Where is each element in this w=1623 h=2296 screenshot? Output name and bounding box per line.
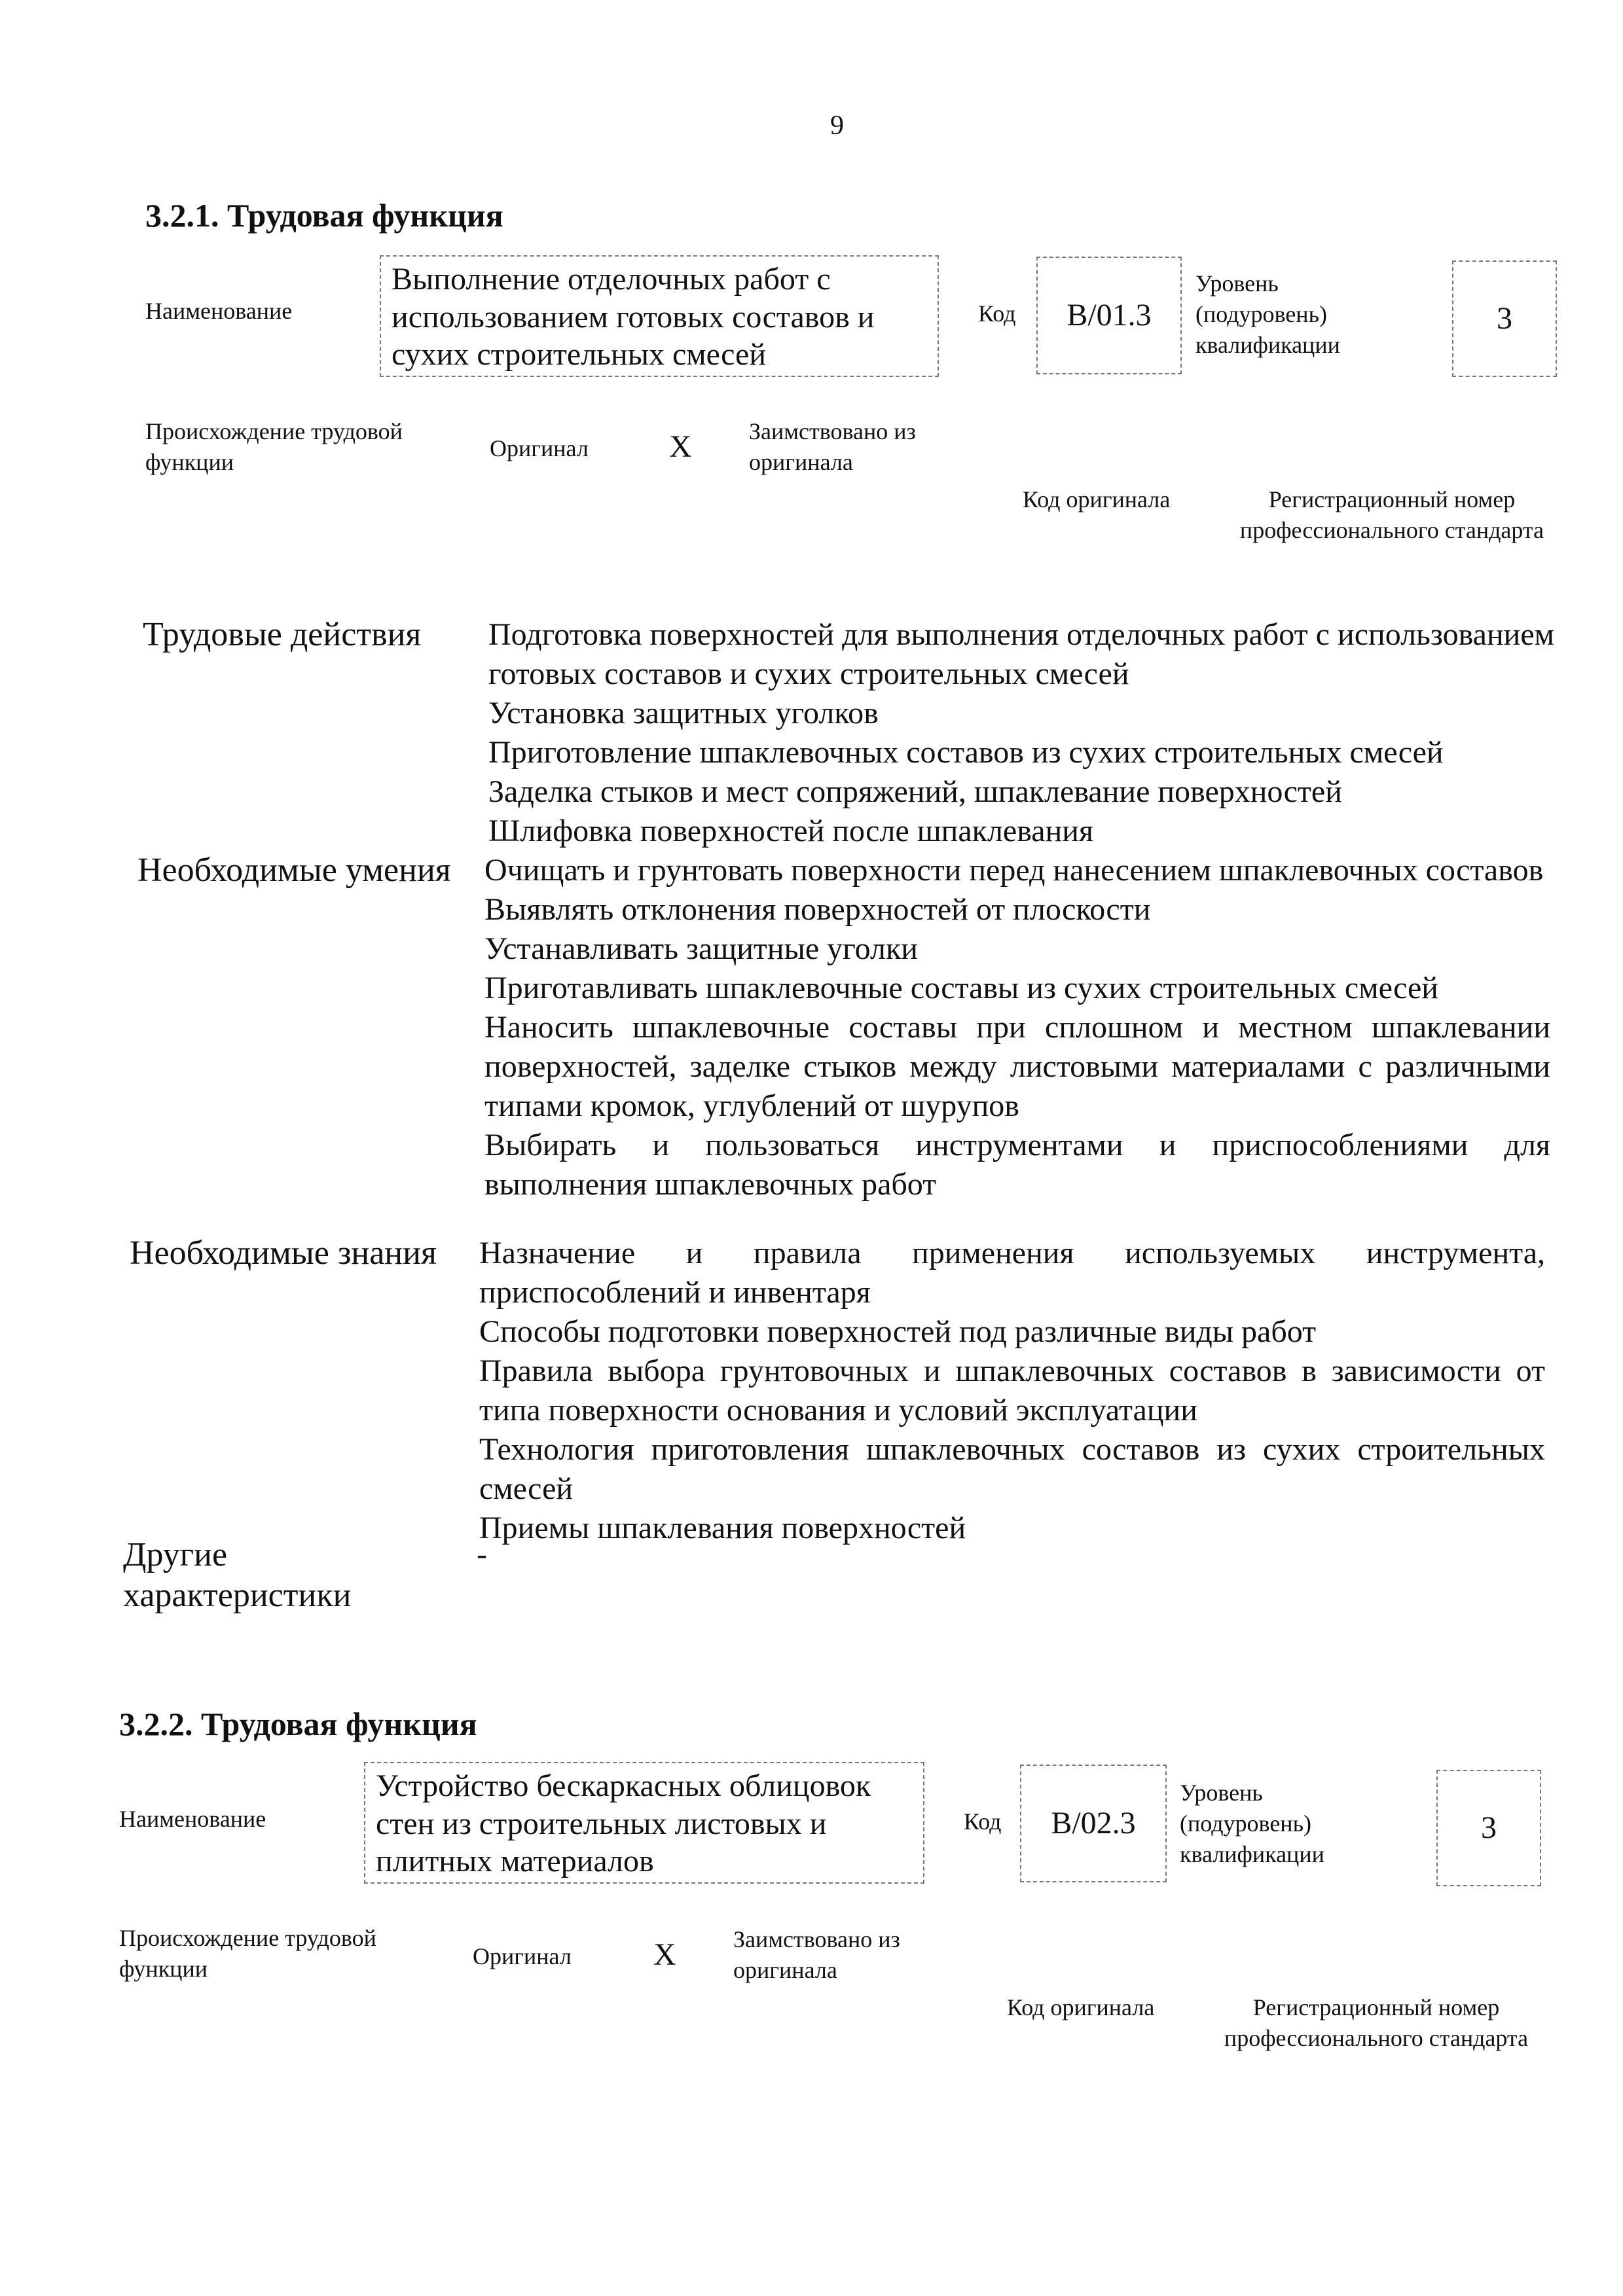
code-label: Код bbox=[964, 1808, 1002, 1835]
borrowed-label: Заимствовано из оригинала bbox=[733, 1926, 900, 1983]
list-item: Приготовление шпаклевочных составов из сухих строительных смесей bbox=[488, 735, 1444, 770]
list-item: Выявлять отклонения поверхностей от плоскости bbox=[484, 892, 1151, 927]
list-item: Заделка стыков и мест сопряжений, шпаклевание поверхностей bbox=[488, 774, 1342, 809]
list-item: - bbox=[477, 1537, 487, 1571]
origin-label: Происхождение трудовой функции bbox=[119, 1925, 376, 1982]
name-value: Устройство бескаркасных облицовок стен из строительных листовых и плитных материалов bbox=[376, 1768, 871, 1879]
original-label: Оригинал bbox=[473, 1943, 572, 1969]
code-value: B/01.3 bbox=[1067, 298, 1152, 333]
page-number: 9 bbox=[830, 111, 844, 141]
name-value-box bbox=[380, 255, 939, 377]
list-item: Правила выбора грунтовочных и шпаклевочных составов в зависимости от типа поверхности основания и условий эксплуатации bbox=[479, 1354, 1545, 1427]
list-item: Установка защитных уголков bbox=[488, 696, 879, 730]
original-label: Оригинал bbox=[490, 435, 589, 461]
group-label-knowledge: Необходимые знания bbox=[130, 1234, 437, 1272]
group-items-labor-actions bbox=[488, 615, 1554, 851]
borrowed-label: Заимствовано из оригинала bbox=[749, 418, 916, 475]
list-item: Устанавливать защитные уголки bbox=[484, 931, 918, 966]
group-items-skills bbox=[484, 851, 1550, 1204]
orig-code-label: Код оригинала bbox=[1023, 486, 1171, 512]
list-item: Выбирать и пользоваться инструментами и приспособлениями для выполнения шпаклевочных работ bbox=[484, 1128, 1550, 1202]
code-value-box bbox=[1020, 1765, 1167, 1882]
level-value-box bbox=[1452, 260, 1557, 377]
origin-label: Происхождение трудовой функции bbox=[145, 418, 403, 475]
name-value-box bbox=[364, 1762, 924, 1884]
code-label: Код bbox=[978, 300, 1016, 327]
group-items-other bbox=[477, 1535, 1542, 1574]
code-value-box bbox=[1036, 257, 1182, 374]
list-item: Очищать и грунтовать поверхности перед нанесением шпаклевочных составов bbox=[484, 853, 1544, 888]
section-heading: 3.2.2. Трудовая функция bbox=[119, 1706, 477, 1742]
level-label: Уровень (подуровень) квалификации bbox=[1195, 270, 1340, 358]
orig-code-label: Код оригинала bbox=[1007, 1994, 1155, 2020]
list-item: Подготовка поверхностей для выполнения отделочных работ с использованием готовых составов и сухих строительных смесей bbox=[488, 617, 1554, 691]
group-label-skills: Необходимые умения bbox=[137, 852, 451, 889]
level-value-box bbox=[1436, 1770, 1541, 1886]
list-item: Приемы шпаклевания поверхностей bbox=[479, 1511, 966, 1545]
level-value: 3 bbox=[1481, 1810, 1497, 1846]
list-item: Технология приготовления шпаклевочных составов из сухих строительных смесей bbox=[479, 1432, 1545, 1506]
code-value: B/02.3 bbox=[1051, 1806, 1136, 1841]
list-item: Назначение и правила применения используемых инструмента, приспособлений и инвентаря bbox=[479, 1236, 1545, 1310]
name-label: Наименование bbox=[145, 298, 293, 324]
original-mark: X bbox=[669, 429, 692, 464]
reg-number-label: Регистрационный номер профессионального стандарта bbox=[1224, 1994, 1529, 2051]
original-mark: X bbox=[653, 1937, 676, 1972]
level-label: Уровень (подуровень) квалификации bbox=[1180, 1780, 1324, 1867]
level-value: 3 bbox=[1497, 301, 1512, 336]
group-items-knowledge bbox=[479, 1234, 1545, 1548]
name-value: Выполнение отделочных работ с использованием готовых составов и сухих строительных смесей bbox=[392, 262, 875, 372]
list-item: Способы подготовки поверхностей под различные виды работ bbox=[479, 1314, 1317, 1349]
name-label: Наименование bbox=[119, 1806, 266, 1832]
list-item: Приготавливать шпаклевочные составы из сухих строительных смесей bbox=[484, 971, 1438, 1005]
group-label-other: Другие характеристики bbox=[123, 1536, 352, 1614]
list-item: Шлифовка поверхностей после шпаклевания bbox=[488, 814, 1094, 848]
group-label-labor-actions: Трудовые действия bbox=[143, 616, 422, 653]
reg-number-label: Регистрационный номер профессионального стандарта bbox=[1239, 486, 1544, 543]
list-item: Наносить шпаклевочные составы при сплошном и местном шпаклевании поверхностей, заделке стыков между листовыми материалами с различными типами кромок, углублений от шурупов bbox=[484, 1010, 1550, 1123]
section-heading: 3.2.1. Трудовая функция bbox=[145, 197, 503, 234]
